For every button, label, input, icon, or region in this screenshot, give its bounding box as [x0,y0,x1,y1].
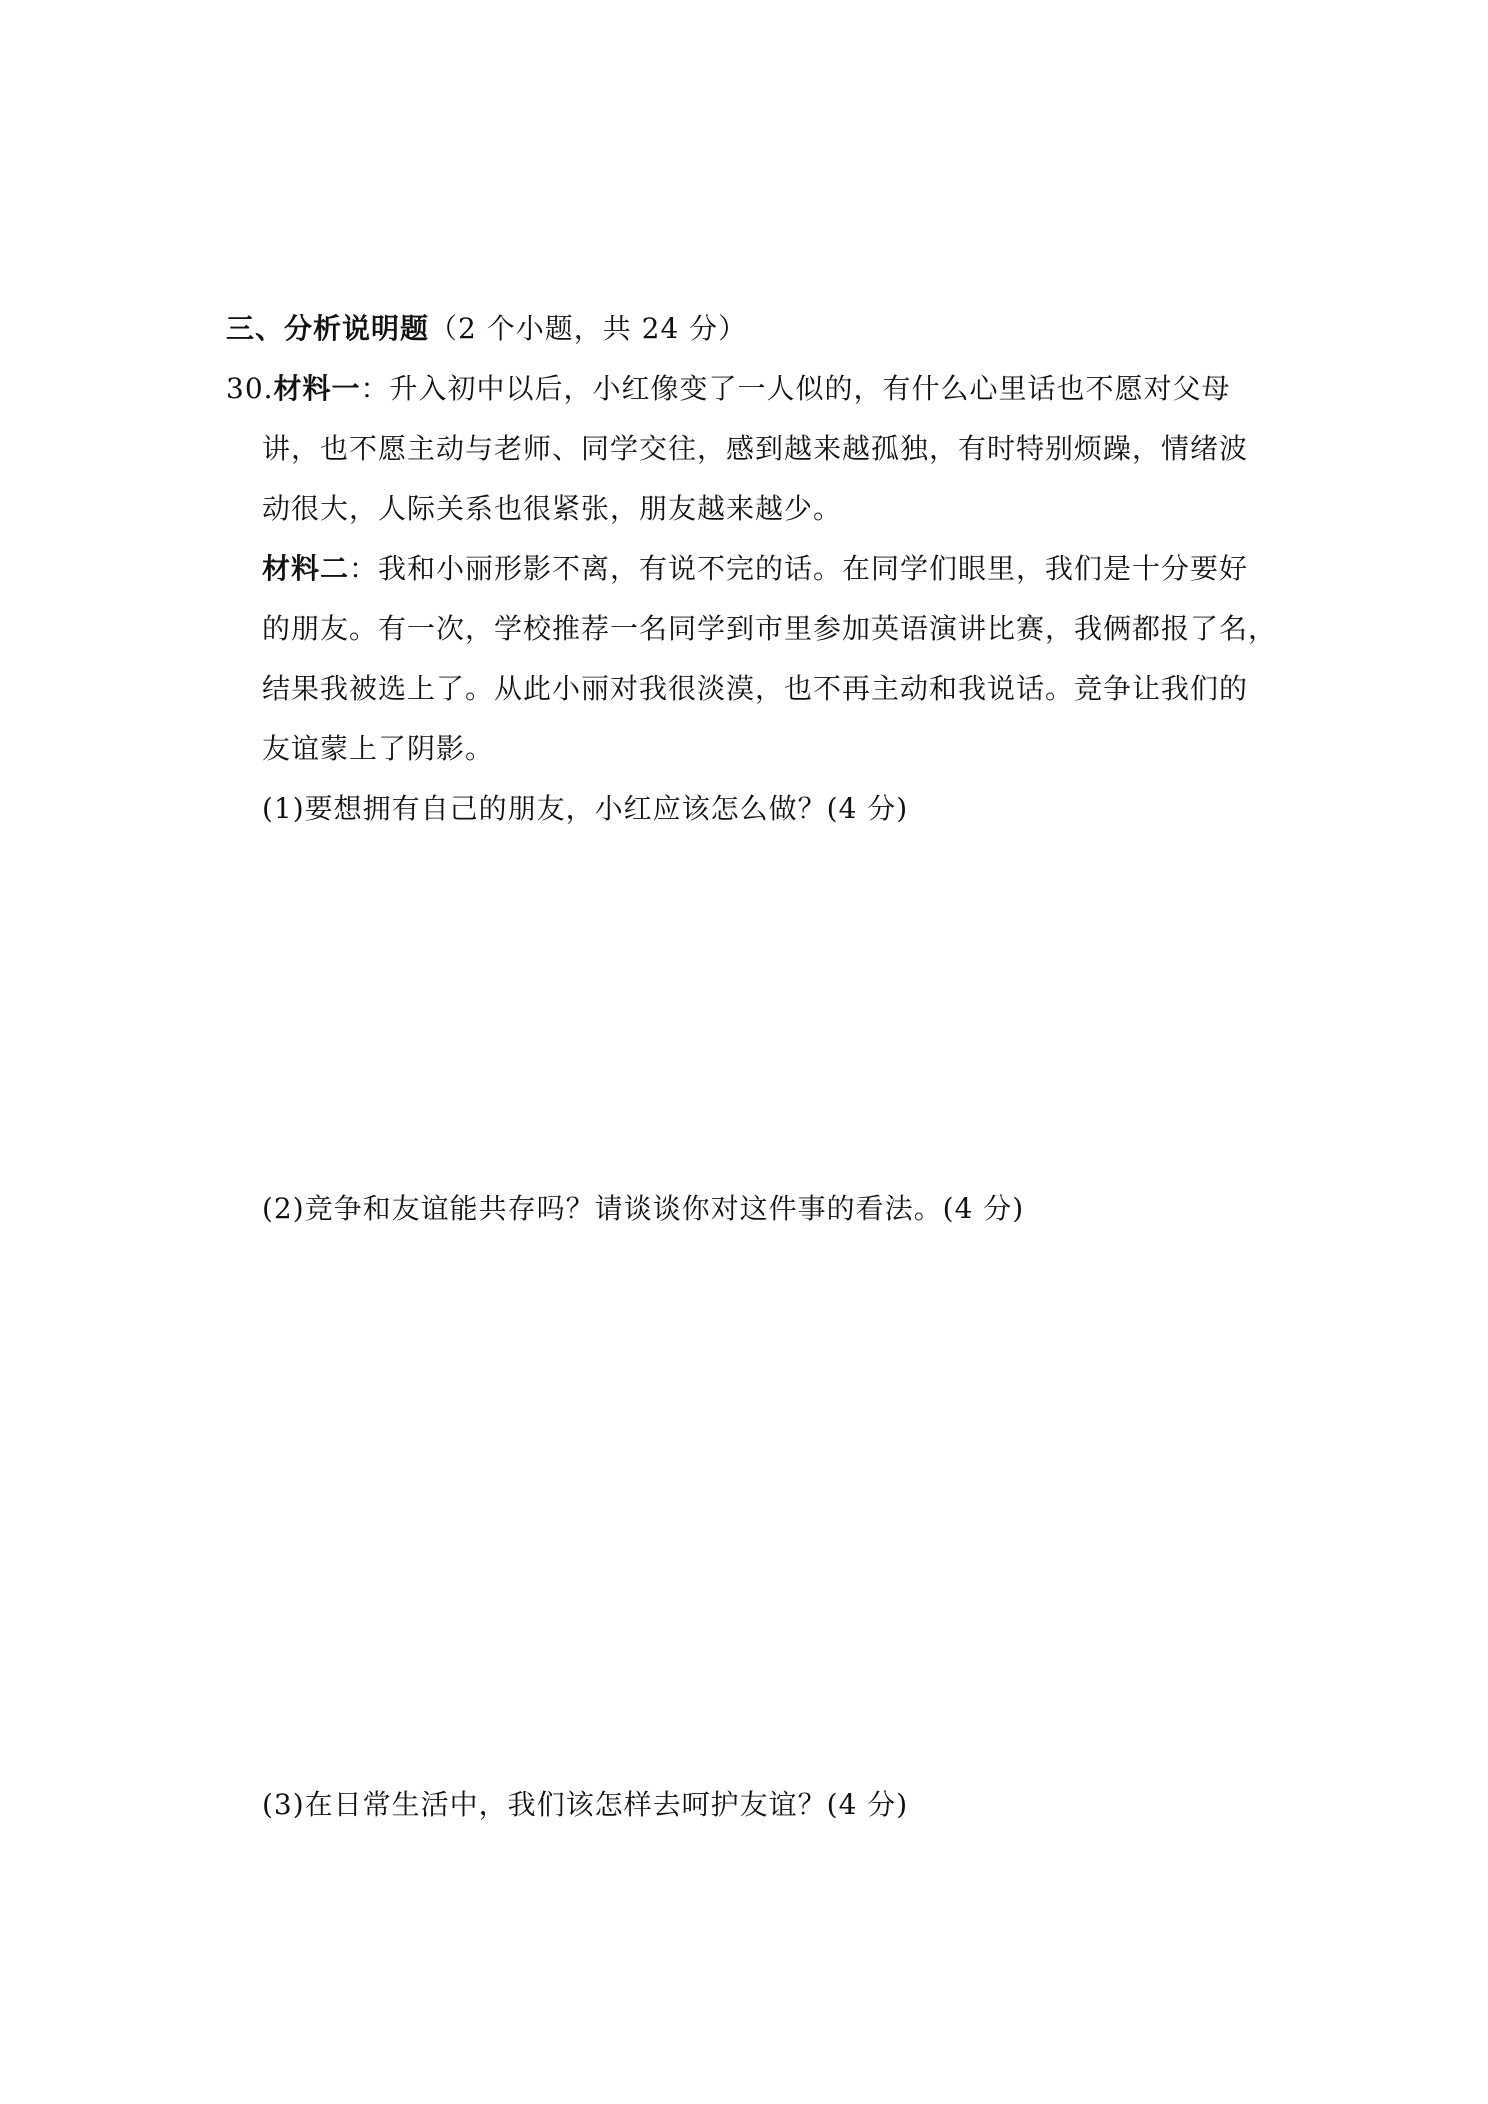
material-2-text-1: ：我和小丽形影不离，有说不完的话。在同学们眼里，我们是十分要好 [349,552,1249,585]
material-2-text-2: 的朋友。有一次，学校推荐一名同学到市里参加英语演讲比赛，我俩都报了名， [262,612,1278,645]
sub-question-3: (3)在日常生活中，我们该怎样去呵护友谊？(4 分) [262,1788,909,1821]
material-2-text-4: 友谊蒙上了阴影。 [262,732,495,765]
sub-question-2: (2)竞争和友谊能共存吗？请谈谈你对这件事的看法。(4 分) [262,1192,1025,1225]
section-score-note: （2 个小题，共 24 分） [429,312,748,345]
material-2-label: 材料二 [262,552,350,585]
sub-question-1: (1)要想拥有自己的朋友，小红应该怎么做？(4 分) [262,792,909,825]
material-2-line-1 [262,549,1248,589]
question-30-line-1 [226,369,1231,409]
section-title: 三、分析说明题 [226,312,430,345]
material-1-text-2: 讲，也不愿主动与老师、同学交往，感到越来越孤独，有时特别烦躁，情绪波 [262,432,1249,465]
material-1-label: 材料一 [273,372,361,405]
section-heading [226,309,747,349]
question-number: 30. [226,372,274,405]
material-1-text-3: 动很大，人际关系也很紧张，朋友越来越少。 [262,492,843,525]
material-1-text-1: ：升入初中以后，小红像变了一人似的，有什么心里话也不愿对父母 [360,372,1231,405]
material-2-text-3: 结果我被选上了。从此小丽对我很淡漠，也不再主动和我说话。竞争让我们的 [262,672,1249,705]
